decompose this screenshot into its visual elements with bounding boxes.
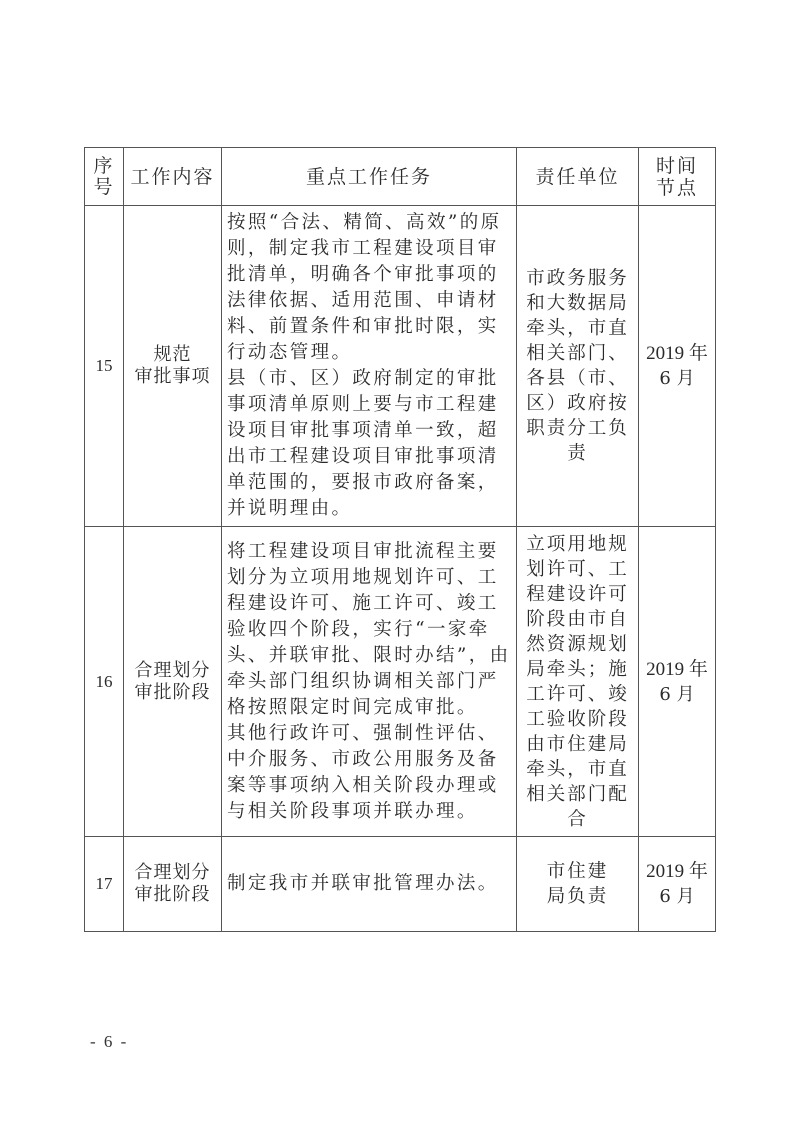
time-month: 6 月 bbox=[659, 886, 695, 907]
row-unit: 立项用地规划许可、工程建设许可阶段由市自然资源规划局牵头；施工许可、竣工验收阶段由市住建局牵头，市直相关部门配合 bbox=[517, 527, 639, 837]
task-paragraph: 其他行政许可、强制性评估、中介服务、市政公用服务及备案等事项纳入相关阶段办理或与相关阶段事项并联办理。 bbox=[227, 722, 499, 822]
content-line: 合理划分 bbox=[134, 862, 211, 883]
task-paragraph: 将工程建设项目审批流程主要划分为立项用地规划许可、工程建设许可、施工许可、竣工验收四个阶段，实行“一家牵头、并联审批、限时办结”，由牵头部门组织协调相关部门严格按照限定时间完成审批。 bbox=[227, 540, 511, 718]
content-line: 审批阶段 bbox=[134, 884, 211, 905]
content-line: 合理划分 bbox=[134, 659, 211, 681]
row-unit: 市住建局负责 bbox=[517, 837, 639, 932]
time-year: 2019 年 bbox=[646, 861, 708, 882]
row-content bbox=[124, 527, 222, 837]
content-line: 审批阶段 bbox=[134, 681, 211, 703]
table-header-row bbox=[85, 148, 716, 206]
row-task bbox=[222, 837, 517, 932]
row-seq: 15 bbox=[85, 206, 124, 527]
row-seq: 16 bbox=[85, 527, 124, 837]
header-time: 时间节点 bbox=[639, 148, 716, 206]
header-content: 工作内容 bbox=[124, 148, 222, 206]
header-seq: 序号 bbox=[85, 148, 124, 206]
header-unit: 责任单位 bbox=[517, 148, 639, 206]
task-paragraph: 按照“合法、精简、高效”的原则，制定我市工程建设项目审批清单，明确各个审批事项的法律依据、适用范围、申请材料、前置条件和审批时限，实行动态管理。 bbox=[227, 212, 502, 363]
time-year: 2019 年 bbox=[646, 658, 708, 680]
time-month: 6 月 bbox=[659, 368, 695, 389]
content-line: 规范 bbox=[153, 344, 192, 365]
table-row bbox=[85, 206, 716, 527]
row-content bbox=[124, 206, 222, 527]
content-line: 审批事项 bbox=[134, 366, 211, 387]
row-time bbox=[639, 527, 716, 837]
row-content bbox=[124, 837, 222, 932]
table-row bbox=[85, 837, 716, 932]
time-month: 6 月 bbox=[659, 683, 695, 705]
row-seq: 17 bbox=[85, 837, 124, 932]
row-task bbox=[222, 527, 517, 837]
row-time bbox=[639, 206, 716, 527]
page-number: - 6 - bbox=[90, 1032, 129, 1051]
task-table bbox=[84, 147, 716, 932]
table-row bbox=[85, 527, 716, 837]
row-task bbox=[222, 206, 517, 527]
time-year: 2019 年 bbox=[646, 343, 708, 364]
row-unit: 市政务服务和大数据局牵头，市直相关部门、各县（市、区）政府按职责分工负责 bbox=[517, 206, 639, 527]
task-paragraph: 制定我市并联审批管理办法。 bbox=[227, 873, 499, 894]
task-paragraph: 县（市、区）政府制定的审批事项清单原则上要与市工程建设项目审批事项清单一致，超出市工程建设项目审批事项清单范围的，要报市政府备案，并说明理由。 bbox=[227, 368, 499, 519]
row-time bbox=[639, 837, 716, 932]
header-task: 重点工作任务 bbox=[222, 148, 517, 206]
